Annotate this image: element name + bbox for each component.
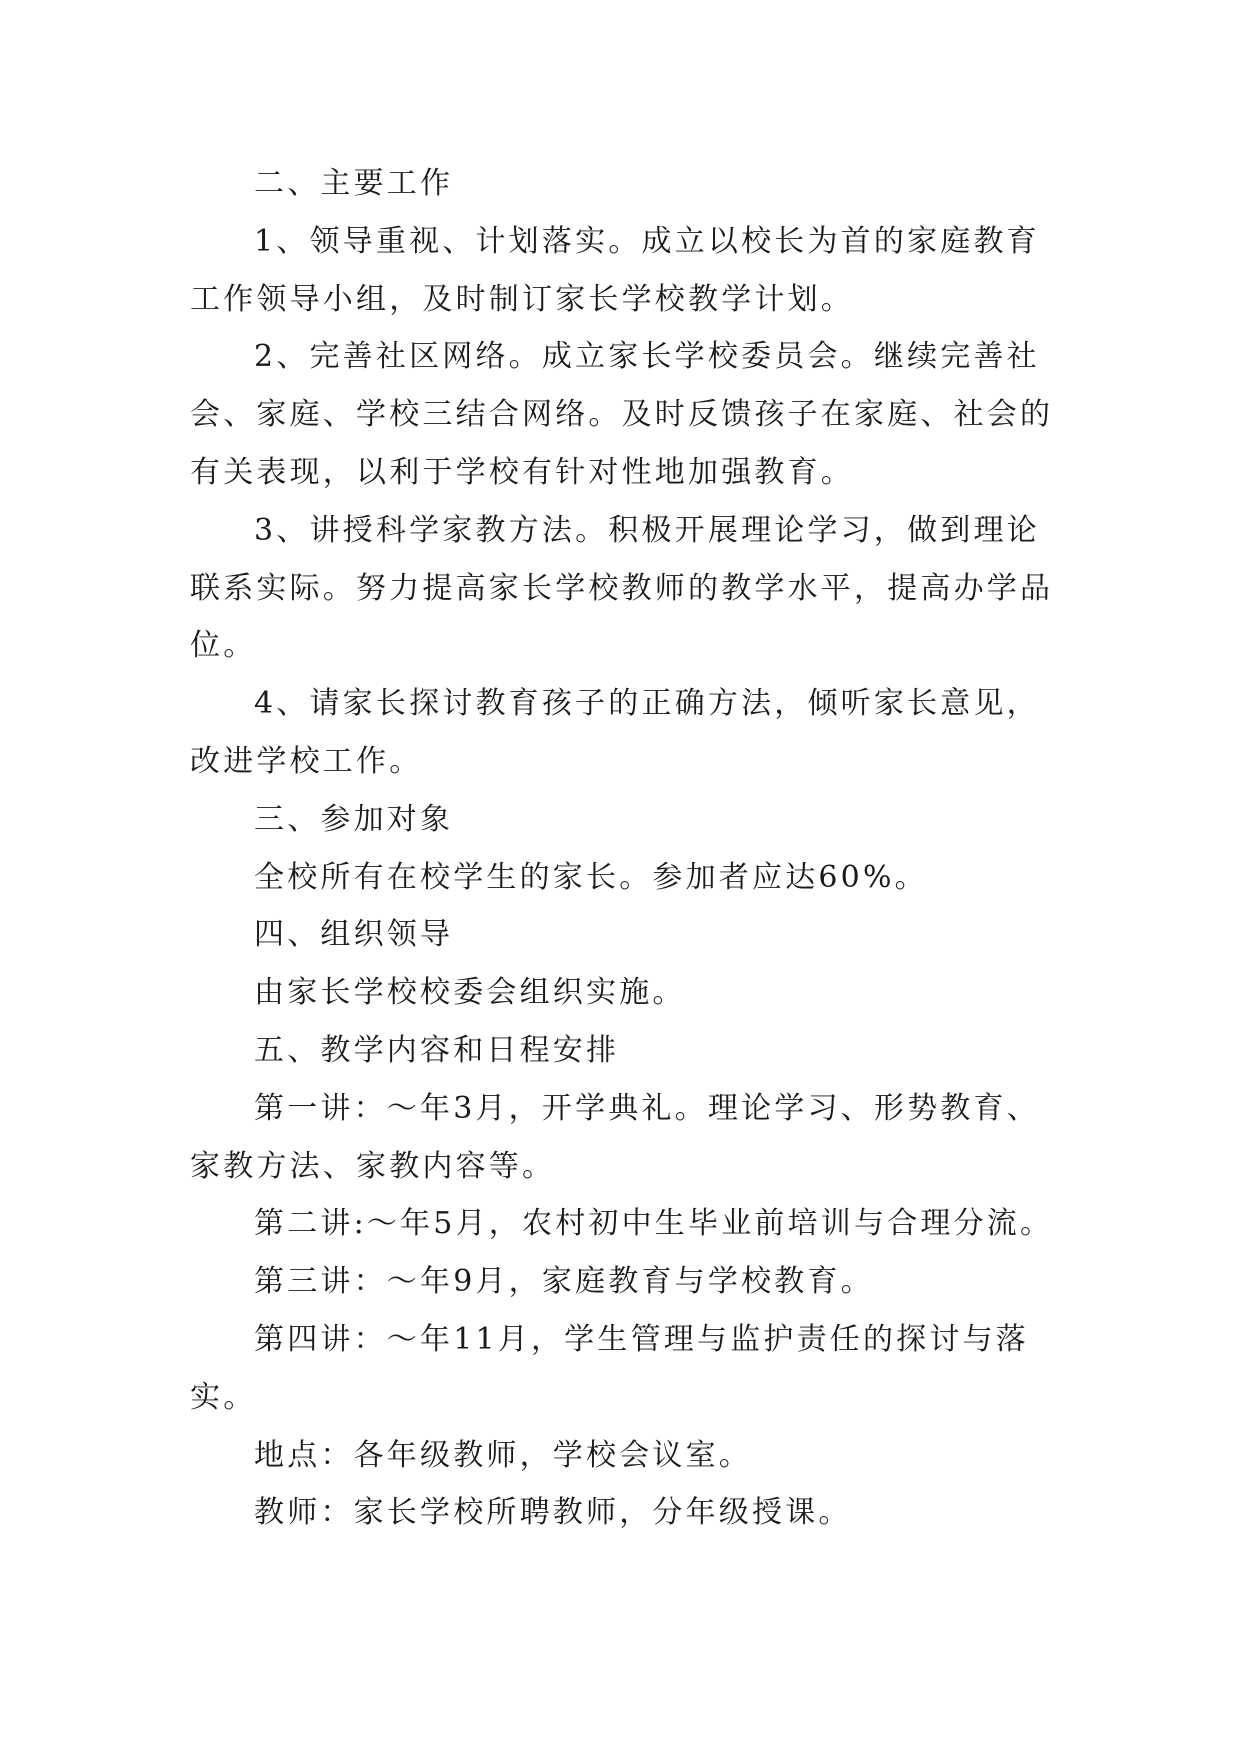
section-heading-schedule: 五、教学内容和日程安排 [254,1032,620,1068]
paragraph-lecture-3: 第三讲：～年9月，家庭教育与学校教育。 [254,1264,874,1300]
paragraph-lecture-1: 第一讲：～年3月，开学典礼。理论学习、形势教育、家教方法、家教内容等。 [190,1090,1040,1184]
paragraph-teachers: 教师：家长学校所聘教师，分年级授课。 [254,1495,852,1531]
paragraph-participants: 全校所有在校学生的家长。参加者应达60%。 [254,859,928,895]
paragraph-lecture-4: 第四讲：～年11月，学生管理与监护责任的探讨与落实。 [190,1321,1029,1415]
paragraph-item-1: 1、领导重视、计划落实。成立以校长为首的家庭教育工作领导小组，及时制订家长学校教学计划。 [190,223,1040,317]
section-heading-participants: 三、参加对象 [254,801,454,837]
paragraph-location: 地点：各年级教师，学校会议室。 [254,1437,752,1473]
paragraph-lecture-2: 第二讲:～年5月，农村初中生毕业前培训与合理分流。 [254,1206,1054,1242]
paragraph-item-4: 4、请家长探讨教育孩子的正确方法，倾听家长意见，改进学校工作。 [190,686,1040,779]
document-body [190,155,1060,1542]
paragraph-item-2: 2、完善社区网络。成立家长学校委员会。继续完善社会、家庭、学校三结合网络。及时反馈孩子在家庭、社会的有关表现，以利于学校有针对性地加强教育。 [190,339,1054,490]
section-heading-organization: 四、组织领导 [254,917,454,953]
paragraph-item-3: 3、讲授科学家教方法。积极开展理论学习，做到理论联系实际。努力提高家长学校教师的教学水平，提高办学品位。 [190,512,1054,664]
section-heading-main-work: 二、主要工作 [254,166,454,201]
paragraph-organization: 由家长学校校委会组织实施。 [254,975,686,1011]
